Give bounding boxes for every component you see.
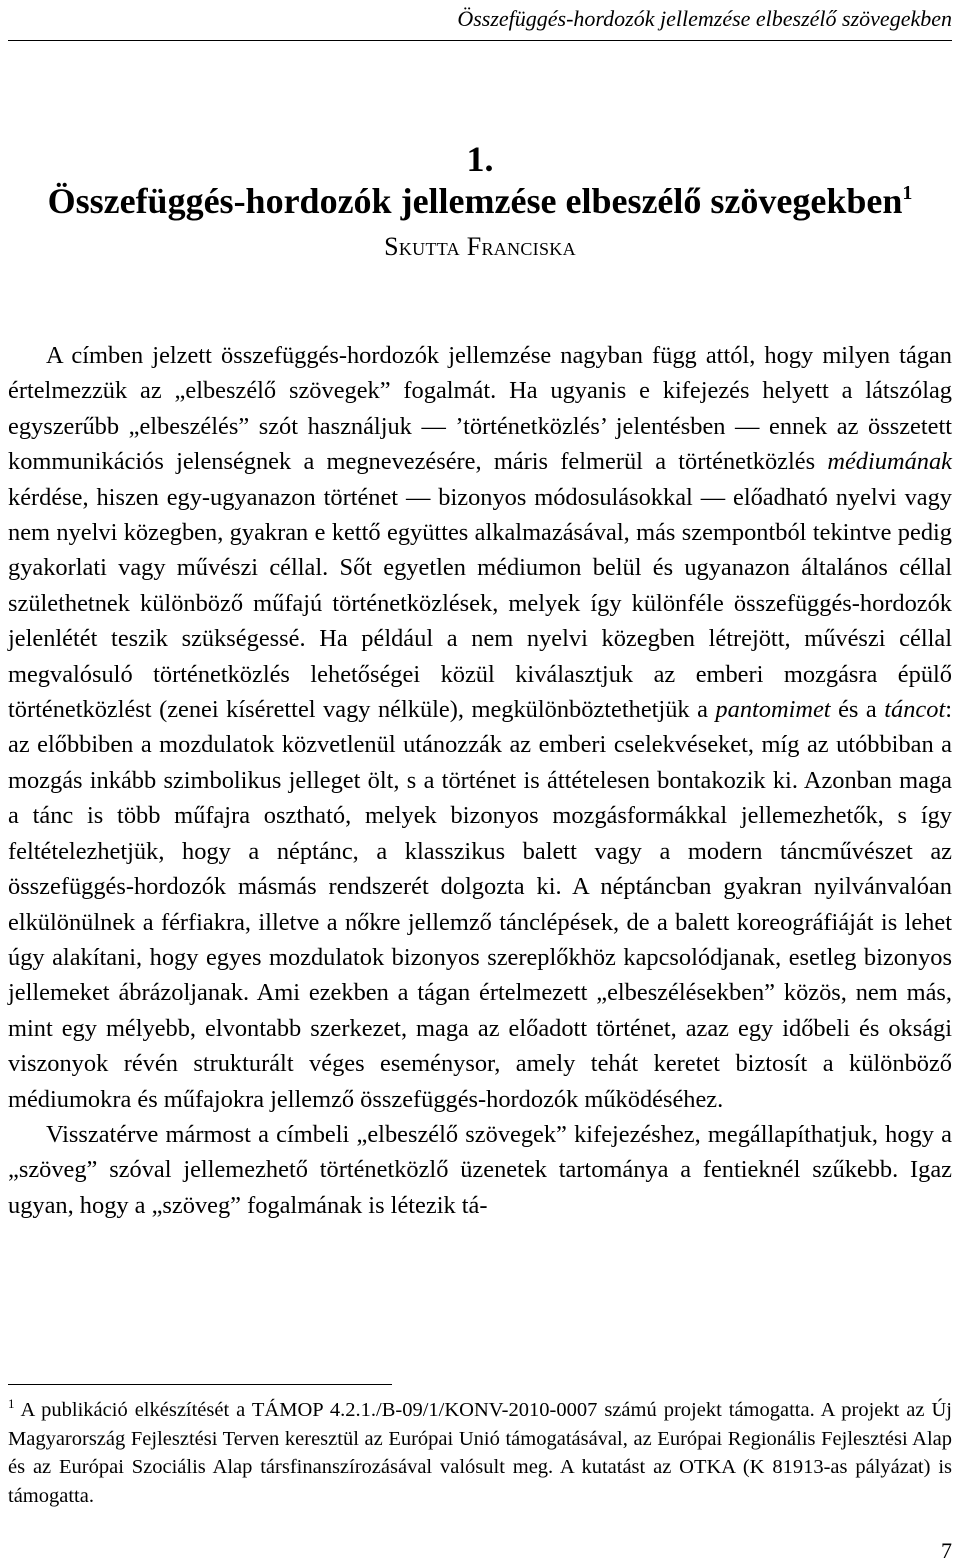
emphasis-mediumanak: médiumának — [827, 448, 952, 476]
footnote-rule — [8, 1384, 392, 1385]
footnote — [8, 1396, 952, 1510]
paragraph-1-part-a: A címben jelzett összefüggés-hordozók jellemzése nagyban függ attól, hogy milyen tágan értelmezzük az „elbeszélő szövegek” fogalmát. Ha ugyanis e kifejezés helyett a látszólag egyszerűbb „elbeszélés” szót használjuk — ’történetközlés’ jelentésben — ennek az összetett kommunikációs jelenségnek a megnevezésére, máris felmerül a történetközlés — [8, 342, 952, 476]
footnote-marker: 1 — [8, 1396, 15, 1411]
chapter-title-text: Összefüggés-hordozók jellemzése elbeszélő szövegekben — [47, 181, 903, 221]
paragraph-1-part-b: kérdése, hiszen egy-ugyanazon történet — bizonyos módosulásokkal — előadható nyelvi vagy nem nyelvi közegben, gyakran e kettő együttes alkalmazásával, más szempontból tekintve pedig gyakorlati vagy művészi céllal. Sőt egyetlen médiumon belül és ugyanazon általános céllal születhetnek különböző műfajú történetközlések, melyek így különféle összefüggés-hordozók jelenlétét teszik szükségessé. Ha például a nem nyelvi közegben létrejött, művészi céllal megvalósuló történetközlés lehetőségei közül kiválasztjuk az emberi mozgásra épülő történetközlést (zenei kísérettel vagy nélküle), megkülönböztethetjük a — [8, 483, 952, 724]
paragraph-1-part-c: és a — [830, 696, 885, 724]
author-name: Skutta Franciska — [384, 232, 576, 261]
footnote-reference[interactable]: 1 — [902, 182, 913, 204]
running-header: Összefüggés-hordozók jellemzése elbeszélő szövegekben — [457, 6, 952, 31]
page-number: 7 — [941, 1538, 952, 1563]
emphasis-tancot: táncot — [884, 696, 946, 724]
body-text — [8, 338, 952, 1223]
paragraph-1 — [8, 338, 952, 1117]
emphasis-pantomimet: pantomimet — [715, 696, 831, 724]
paragraph-2: Visszatérve mármost a címbeli „elbeszélő szövegek” kifejezéshez, megállapíthatjuk, hogy a „szöveg” szóval jellemezhető történetközlő üzenetek tartománya a fentieknél szűkebb. Igaz ugyan, hogy a „szöveg” fogalmának is létezik tá- — [8, 1120, 952, 1219]
paragraph-1-part-d: : az előbbiben a mozdulatok közvetlenül utánozzák az emberi cselekvéseket, míg az utóbbiban a mozgás inkább szimbolikus jelleget ölt, s a történet is áttételesen bontakozik ki. Azonban maga a tánc is több műfajra osztható, melyek bizonyos mozgásformákkal jellemezhetők, s így feltételezhetjük, hogy a néptánc, a klasszikus balett vagy a modern táncművészet az összefüggés-hordozók másmás rendszerét dolgozta ki. A néptáncban gyakran nyilvánvalóan elkülönülnek a férfiakra, illetve a nőkre jellemző tánclépések, de a balett koreográfiáját is lehet úgy alakítani, hogy egyes mozdulatok bizonyos szereplőkhöz kapcsolódjanak, esetleg bizonyos jellemeket ábrázoljanak. Ami ezekben a tágan értelmezett „elbeszélésekben” közös, nem más, mint egy mélyebb, elvontabb szerkezet, maga az előadott történet, azaz egy időbeli és oksági viszonyok révén strukturált véges eseménysor, amely tehát keretet biztosít a különböző médiumokra és műfajokra jellemző összefüggés-hordozók működéséhez. — [8, 696, 952, 1113]
footnote-text: A publikáció elkészítését a TÁMOP 4.2.1./B-09/1/KONV-2010-0007 számú projekt támogatta. A projekt az Új Magyarország Fejlesztési Terven keresztül az Európai Unió támogatásával, az Európai Regionális Fejlesztési Alap és az Európai Szociális Alap társfinanszírozásával valósult meg. A kutatást az OTKA (K 81913-as pályázat) is támogatta. — [8, 1399, 952, 1507]
header-rule — [8, 40, 952, 41]
chapter-number: 1. — [466, 139, 494, 179]
chapter-title — [0, 178, 960, 224]
